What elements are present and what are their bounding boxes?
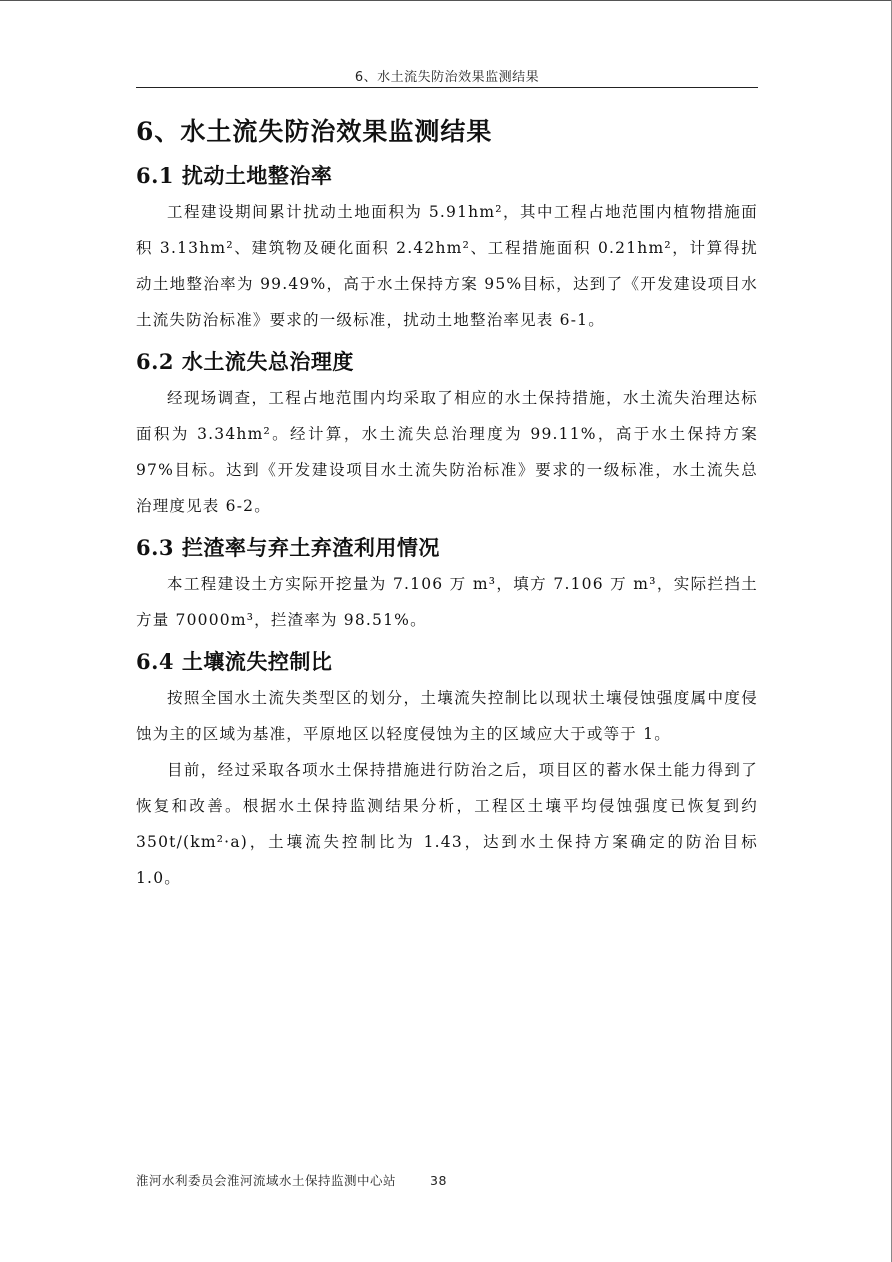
running-header: 6、水土流失防治效果监测结果 <box>354 70 540 85</box>
header-divider <box>136 87 758 88</box>
section-6-3 <box>136 530 758 638</box>
section-heading: 6.4 土壤流失控制比 <box>136 649 333 674</box>
paragraph: 按照全国水土流失类型区的划分，土壤流失控制比以现状土壤侵蚀强度属中度侵蚀为主的区域为基准，平原地区以轻度侵蚀为主的区域应大于或等于 1。 <box>136 689 758 743</box>
section-heading: 6.1 扰动土地整治率 <box>136 163 333 188</box>
paragraph: 工程建设期间累计扰动土地面积为 5.91hm²，其中工程占地范围内植物措施面积 3.13hm²、建筑物及硬化面积 2.42hm²、工程措施面积 0.21hm²，计算得扰动土地整治率为 99.49%，高于水土保持方案 95%目标，达到了《开发建设项目水土流失防治标准》要求的一级标准，扰动土地整治率见表 6-1。 <box>136 203 758 329</box>
chapter-title: 6、水土流失防治效果监测结果 <box>136 117 493 146</box>
page-top-border <box>0 0 892 1</box>
page-number: 38 <box>430 1173 447 1188</box>
section-6-4 <box>136 644 758 896</box>
section-heading: 6.2 水土流失总治理度 <box>136 349 354 374</box>
section-heading: 6.3 拦渣率与弃土弃渣利用情况 <box>136 535 440 560</box>
footer-organization: 淮河水利委员会淮河流域水土保持监测中心站 <box>136 1173 397 1188</box>
paragraph: 目前，经过采取各项水土保持措施进行防治之后，项目区的蓄水保土能力得到了恢复和改善。根据水土保持监测结果分析，工程区土壤平均侵蚀强度已恢复到约 350t/(km²·a)，土壤流失控制比为 1.43，达到水土保持方案确定的防治目标 1.0。 <box>136 761 758 887</box>
paragraph: 经现场调查，工程占地范围内均采取了相应的水土保持措施，水土流失治理达标面积为 3.34hm²。经计算，水土流失总治理度为 99.11%，高于水土保持方案 97%目标。达到《开发建设项目水土流失防治标准》要求的一级标准，水土流失总治理度见表 6-2。 <box>136 389 758 515</box>
section-6-2 <box>136 344 758 524</box>
document-body <box>136 114 758 896</box>
paragraph: 本工程建设土方实际开挖量为 7.106 万 m³，填方 7.106 万 m³，实际拦挡土方量 70000m³，拦渣率为 98.51%。 <box>136 575 758 629</box>
page-footer <box>136 1171 447 1189</box>
section-6-1 <box>136 158 758 338</box>
